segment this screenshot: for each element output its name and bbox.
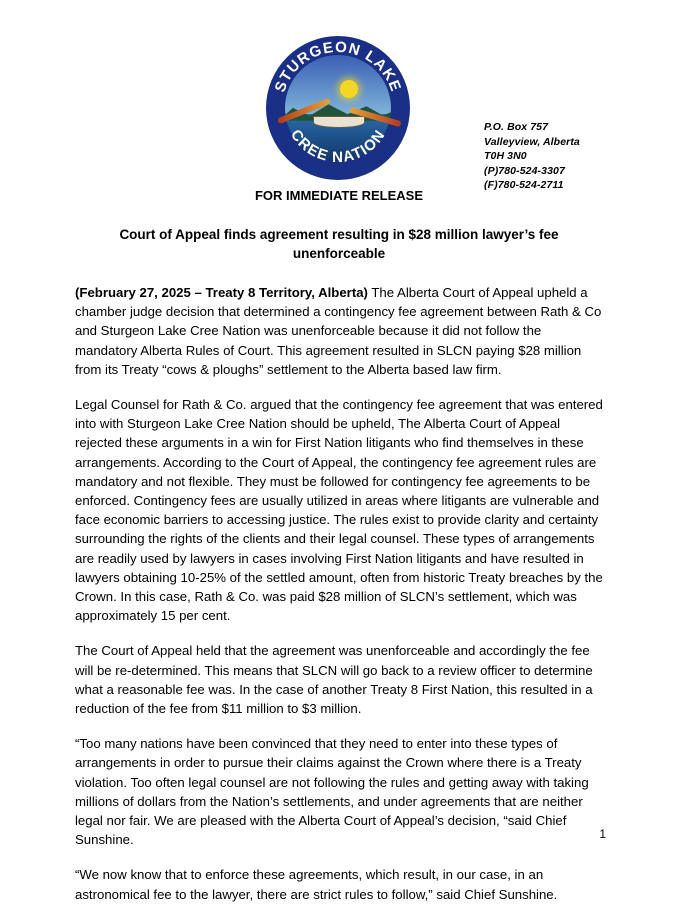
logo-bottom-text: CREE NATION [287,126,389,167]
paragraph-4-quote: “Too many nations have been convinced that they need to enter into these types of arrangements in order to pursue their claims against the Crown where there is a Treaty violation. Too often legal counsel are not following the rules and getting away with taking millions of dollars from the Nation’s settlements, and under agreements that are neither legal nor fair. We are pleased with the Alberta Court of Appeal’s decision, “said Chief Sunshine. [75,736,589,848]
page-title: Court of Appeal finds agreement resulting in $28 million lawyer’s fee unenforceable [119,227,559,261]
address-postal-code: T0H 3N0 [484,150,527,162]
dateline: (February 27, 2025 – Treaty 8 Territory, Alberta) [75,285,368,300]
logo-top-text: STURGEON LAKE [271,38,405,95]
paragraph-3: The Court of Appeal held that the agreement was unenforceable and accordingly the fee will be re-determined. This means that SLCN will go back to a review officer to determine what a reasonable fee was. In the case of another Treaty 8 First Nation, this resulted in a reduction of the fee from $11 million to $3 million. [75,643,593,717]
paragraph-5-quote: “We now know that to enforce these agreements, which result, in our case, in an astronomical fee to the lawyer, there are strict rules to follow,” said Chief Sunshine. [75,867,558,902]
address-city: Valleyview, Alberta [484,135,580,148]
paragraph-dateline [75,283,603,379]
address-po-box: P.O. Box 757 [484,121,549,133]
address-phone: (P)780-524-3307 [484,164,565,177]
immediate-release-label: FOR IMMEDIATE RELEASE [254,188,424,203]
contact-address-block [484,120,580,193]
cree-nation-crest-icon [268,38,408,178]
paragraph-2: Legal Counsel for Rath & Co. argued that the contingency fee agreement that was entered into with Sturgeon Lake Cree Nation should be upheld, The Alberta Court of Appeal rejected these arguments in a win for First Nation litigants who find themselves in these arrangements. According to the Court of Appeal, the contingency fee agreement rules are mandatory and not flexible. They must be followed for contingency fee agreements to be enforced. Contingency fees are usually utilized in areas where litigants are vulnerable and face economic barriers to accessing justice. The rules exist to provide clarity and certainty surrounding the rights of the clients and their legal counsel. These types of arrangements are readily used by lawyers in cases involving First Nation litigants and have resulted in lawyers obtaining 10-25% of the settled amount, often from historic Treaty breaches by the Crown. In this case, Rath & Co. was paid $28 million of SLCN’s settlement, which was approximately 15 per cent. [75,397,603,624]
crest-sky [285,55,391,114]
release-body [75,263,603,904]
page-number: 1 [599,827,606,841]
canoe-icon [313,116,366,128]
organization-logo [268,38,408,178]
address-fax: (F)780-524-2711 [484,179,564,191]
paragraph-1-text: The Alberta Court of Appeal upheld a chamber judge decision that determined a contingency fee agreement between Rath & Co and Sturgeon Lake Cree Nation was unenforceable because it did not follow the mandatory Alberta Rules of Court. This agreement resulted in SLCN paying $28 million from its Treaty “cows & ploughs” settlement to the Alberta based law firm. [75,285,602,377]
document-header [0,0,678,191]
